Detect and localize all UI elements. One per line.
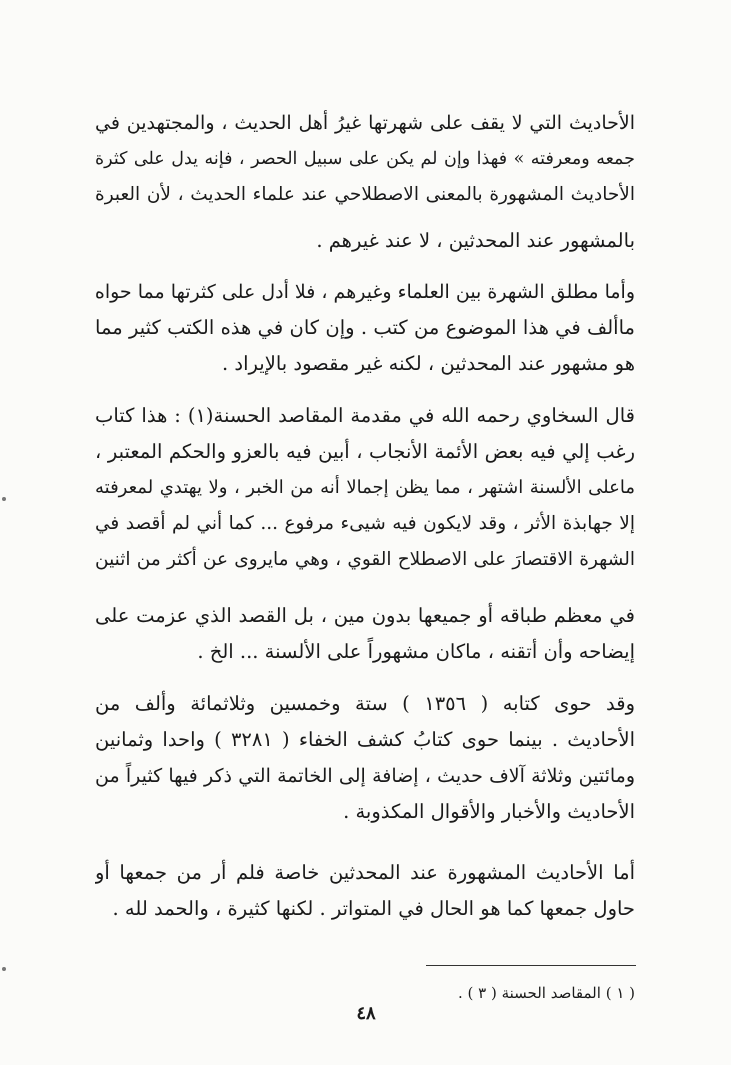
text-line: حاول جمعها كما هو الحال في المتواتر . لكنها كثيرة ، والحمد لله . bbox=[112, 897, 635, 920]
text-line: الشهرة الاقتصارَ على الاصطلاح القوي ، وهي مايروى عن أكثر من اثنين bbox=[95, 549, 635, 570]
text-line: جمعه ومعرفته » فهذا وإن لم يكن على سبيل الحصر ، فإنه يدل على كثرة bbox=[95, 149, 635, 169]
text-line: الأحاديث المشهورة بالمعنى الاصطلاحي عند علماء الحديث ، لأن العبرة bbox=[95, 184, 635, 205]
text-line: وقد حوى كتابه ( ١٣٥٦ ) ستة وخمسين وثلاثمائة وألف من bbox=[95, 692, 635, 715]
text-line: الأحاديث والأخبار والأقوال المكذوبة . bbox=[343, 800, 635, 823]
text-line: قال السخاوي رحمه الله في مقدمة المقاصد الحسنة(١) : هذا كتاب bbox=[95, 404, 635, 427]
text-line: ماألف في هذا الموضوع من كتب . وإن كان في هذه الكتب كثير مما bbox=[95, 316, 635, 339]
text-line: في معظم طباقه أو جميعها بدون مين ، بل القصد الذي عزمت على bbox=[95, 604, 635, 627]
text-line: إيضاحه وأن أتقنه ، ماكان مشهوراً على الألسنة ... الخ . bbox=[197, 640, 635, 663]
scan-mark bbox=[2, 497, 6, 501]
text-line: الأحاديث . بينما حوى كتابُ كشف الخفاء ( ٣٢٨١ ) واحدا وثمانين bbox=[95, 728, 635, 751]
text-line: وأما مطلق الشهرة بين العلماء وغيرهم ، فلا أدل على كثرتها مما حواه bbox=[95, 281, 635, 303]
text-line: هو مشهور عند المحدثين ، لكنه غير مقصود بالإيراد . bbox=[222, 352, 635, 375]
text-line: رغب إلي فيه بعض الأئمة الأنجاب ، أبين فيه بالعزو والحكم المعتبر ، bbox=[95, 440, 635, 463]
text-line: الأحاديث التي لا يقف على شهرتها غيرُ أهل الحديث ، والمجتهدين في bbox=[95, 112, 635, 134]
text-line: ماعلى الألسنة اشتهر ، مما يظن إجمالا أنه من الخبر ، ولا يهتدي لمعرفته bbox=[95, 477, 635, 498]
text-line: بالمشهور عند المحدثين ، لا عند غيرهم . bbox=[316, 229, 635, 252]
text-line: ومائتين وثلاثة آلاف حديث ، إضافة إلى الخاتمة التي ذكر فيها كثيراً من bbox=[95, 765, 635, 787]
page-number: ٤٨ bbox=[356, 1003, 376, 1024]
footnote-separator bbox=[426, 965, 636, 966]
scan-mark bbox=[2, 967, 6, 971]
text-line: إلا جهابذة الأثر ، وقد لايكون فيه شيىء مرفوع ... كما أني لم أقصد في bbox=[95, 513, 635, 534]
footnote: ( ١ ) المقاصد الحسنة ( ٣ ) . bbox=[458, 984, 635, 1002]
text-line: أما الأحاديث المشهورة عند المحدثين خاصة فلم أر من جمعها أو bbox=[95, 861, 635, 884]
